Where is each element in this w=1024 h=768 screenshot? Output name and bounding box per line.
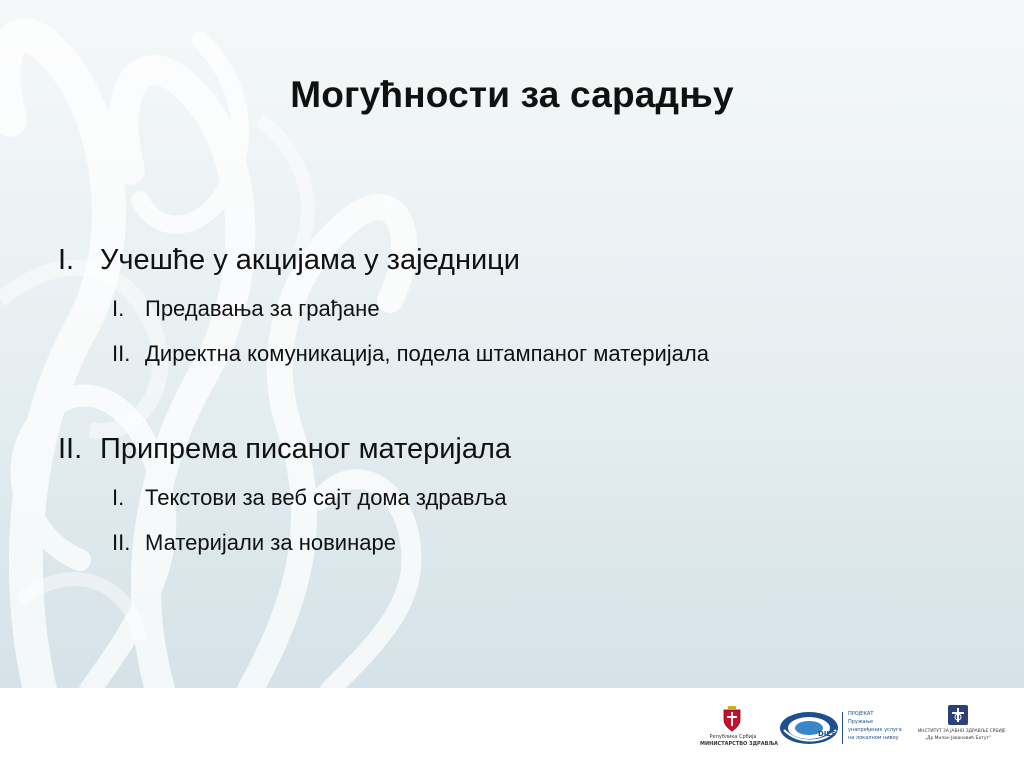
dils-divider xyxy=(842,712,843,744)
dils-line3: унапређених услуга xyxy=(848,727,902,733)
section-2-item-1 xyxy=(112,485,507,511)
section-2-label: Припрема писаног материјала xyxy=(100,433,512,465)
footer-logos xyxy=(0,688,1024,768)
ministry-line2: МИНИСТАРСТВО ЗДРАВЉА xyxy=(700,741,779,747)
dils-mark-text: DILS xyxy=(818,730,836,738)
section-2-item-2 xyxy=(112,530,396,556)
section-2 xyxy=(58,433,511,466)
dils-line4: на локалном нивоу xyxy=(848,735,899,741)
section-2-item-1-number: I. xyxy=(112,485,125,510)
dils-line2: Пружање xyxy=(848,719,874,725)
dils-line1: ПРОЈЕКАТ xyxy=(848,711,874,717)
section-1 xyxy=(58,244,520,277)
section-1-item-1-number: I. xyxy=(112,296,125,321)
slide-title: Могућности за сарадњу xyxy=(290,74,734,115)
section-1-item-2-label: Директна комуникација, подела штампаног материјала xyxy=(145,341,709,366)
institute-line1: ИНСТИТУТ ЗА ЈАВНО ЗДРАВЉЕ СРБИЈЕ xyxy=(918,729,1006,734)
section-2-item-1-label: Текстови за веб сајт дома здравља xyxy=(145,485,507,510)
coat-of-arms-icon xyxy=(722,706,742,732)
section-2-item-2-number: II. xyxy=(112,530,131,555)
dils-circle-icon xyxy=(778,710,840,746)
dils-logo xyxy=(778,710,908,746)
ministry-logo xyxy=(700,706,779,750)
institute-logo xyxy=(918,704,1006,750)
institute-emblem-icon xyxy=(947,704,969,726)
institute-line2: „Др Милан Јовановић Батут“ xyxy=(924,736,992,741)
section-2-number: II. xyxy=(58,433,83,465)
section-1-item-2-number: II. xyxy=(112,341,131,366)
section-2-item-2-label: Материјали за новинаре xyxy=(145,530,396,555)
section-1-number: I. xyxy=(58,244,75,276)
section-1-item-2 xyxy=(112,341,709,367)
section-1-label: Учешће у акцијама у заједници xyxy=(100,244,520,276)
section-1-item-1-label: Предавања за грађане xyxy=(145,296,380,321)
ministry-line1: Република Србија xyxy=(709,734,757,740)
section-1-item-1 xyxy=(112,296,380,322)
